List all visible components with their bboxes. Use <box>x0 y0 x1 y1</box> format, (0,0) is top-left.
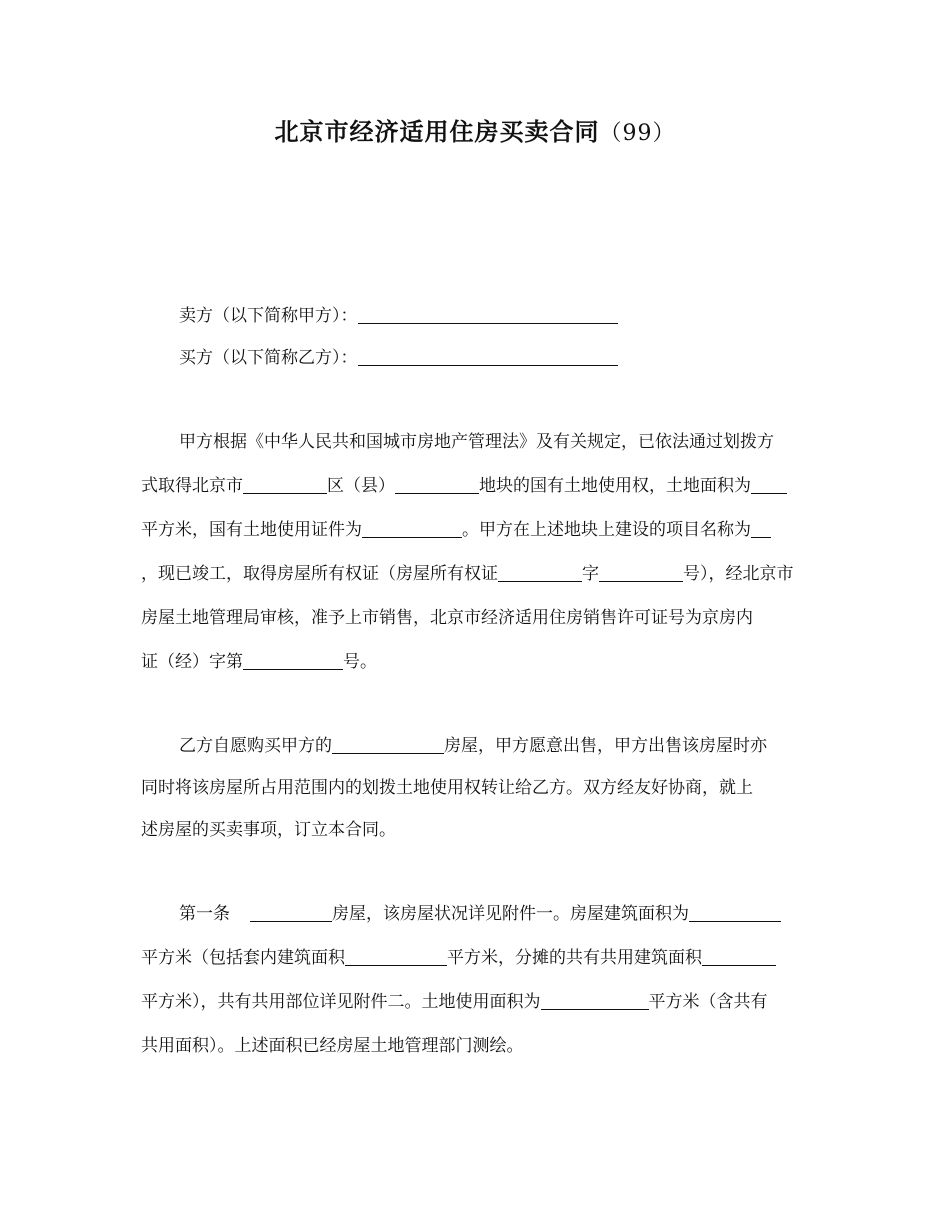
article1-text-2a: 平方米（包括套内建筑面积 <box>141 948 345 968</box>
building-area-field[interactable] <box>689 903 781 922</box>
preamble-text-2b: 区（县） <box>327 476 395 496</box>
district-field[interactable] <box>243 475 327 494</box>
sales-permit-field[interactable] <box>243 651 343 670</box>
land-use-area-field[interactable] <box>541 991 649 1010</box>
shared-area-field[interactable] <box>702 947 776 966</box>
intro-line-2 <box>141 776 811 800</box>
seller-label: 卖方（以下简称甲方）： <box>179 306 358 326</box>
preamble-text-2a: 式取得北京市 <box>141 476 243 496</box>
intro-text-1a: 乙方自愿购买甲方的 <box>179 736 332 756</box>
house-address-field[interactable] <box>250 903 332 922</box>
intro-text-3: 述房屋的买卖事项，订立本合同。 <box>141 820 396 840</box>
preamble-text-3b: 。甲方在上述地块上建设的项目名称为 <box>462 520 751 540</box>
preamble-text-3a: 平方米，国有土地使用证件为 <box>141 520 362 540</box>
article1-heading: 第一条 <box>179 904 230 924</box>
unit-area-field[interactable] <box>345 947 447 966</box>
plot-field[interactable] <box>395 475 479 494</box>
buyer-name-field[interactable] <box>358 347 618 366</box>
preamble-text-4a: ，现已竣工，取得房屋所有权证（房屋所有权证 <box>141 564 498 584</box>
seller-line <box>179 304 849 328</box>
page-title <box>0 112 950 147</box>
preamble-line-4 <box>141 562 811 586</box>
certificate-number-field[interactable] <box>599 563 683 582</box>
preamble-text-1: 甲方根据《中华人民共和国城市房地产管理法》及有关规定，已依法通过划拨方 <box>179 432 774 452</box>
preamble-text-4b: 字 <box>582 564 599 584</box>
intro-text-1b: 房屋，甲方愿意出售，甲方出售该房屋时亦 <box>444 736 767 756</box>
article1-line-1 <box>179 902 811 926</box>
certificate-word-field[interactable] <box>498 563 582 582</box>
preamble-line-6 <box>141 650 811 674</box>
article1-line-2 <box>141 946 811 970</box>
land-area-field[interactable] <box>751 475 787 494</box>
preamble-text-6a: 证（经）字第 <box>141 652 243 672</box>
article1-line-4 <box>141 1034 811 1058</box>
project-name-field[interactable] <box>751 519 771 538</box>
buyer-line <box>179 346 849 370</box>
land-certificate-field[interactable] <box>362 519 462 538</box>
preamble-line-2 <box>141 474 811 498</box>
seller-name-field[interactable] <box>358 305 618 324</box>
preamble-text-5: 房屋土地管理局审核，准予上市销售，北京市经济适用住房销售许可证号为京房内 <box>141 608 753 628</box>
article1-text-4: 共用面积）。上述面积已经房屋土地管理部门测绘。 <box>141 1036 524 1056</box>
intro-line-3 <box>141 818 811 842</box>
article1-text-1a: 房屋，该房屋状况详见附件一。房屋建筑面积为 <box>332 904 689 924</box>
article1-line-3 <box>141 990 811 1014</box>
intro-text-2: 同时将该房屋所占用范围内的划拨土地使用权转让给乙方。双方经友好协商，就上 <box>141 778 753 798</box>
title-text: 北京市经济适用住房买卖合同 <box>274 118 600 146</box>
preamble-text-6b: 号。 <box>343 652 377 672</box>
house-location-field[interactable] <box>332 735 444 754</box>
preamble-text-4c: 号），经北京市 <box>683 564 794 584</box>
preamble-line-1 <box>179 430 811 454</box>
preamble-text-2c: 地块的国有土地使用权，土地面积为 <box>479 476 751 496</box>
preamble-line-3 <box>141 518 811 542</box>
preamble-line-5 <box>141 606 811 630</box>
title-suffix: （99） <box>599 121 676 146</box>
buyer-label: 买方（以下简称乙方）： <box>179 348 358 368</box>
article1-text-3b: 平方米（含共有 <box>648 992 768 1012</box>
article1-text-3a: 平方米），共有共用部位详见附件二。土地使用面积为 <box>141 992 541 1012</box>
article1-text-2b: 平方米，分摊的共有共用建筑面积 <box>447 948 702 968</box>
intro-line-1 <box>179 734 811 758</box>
